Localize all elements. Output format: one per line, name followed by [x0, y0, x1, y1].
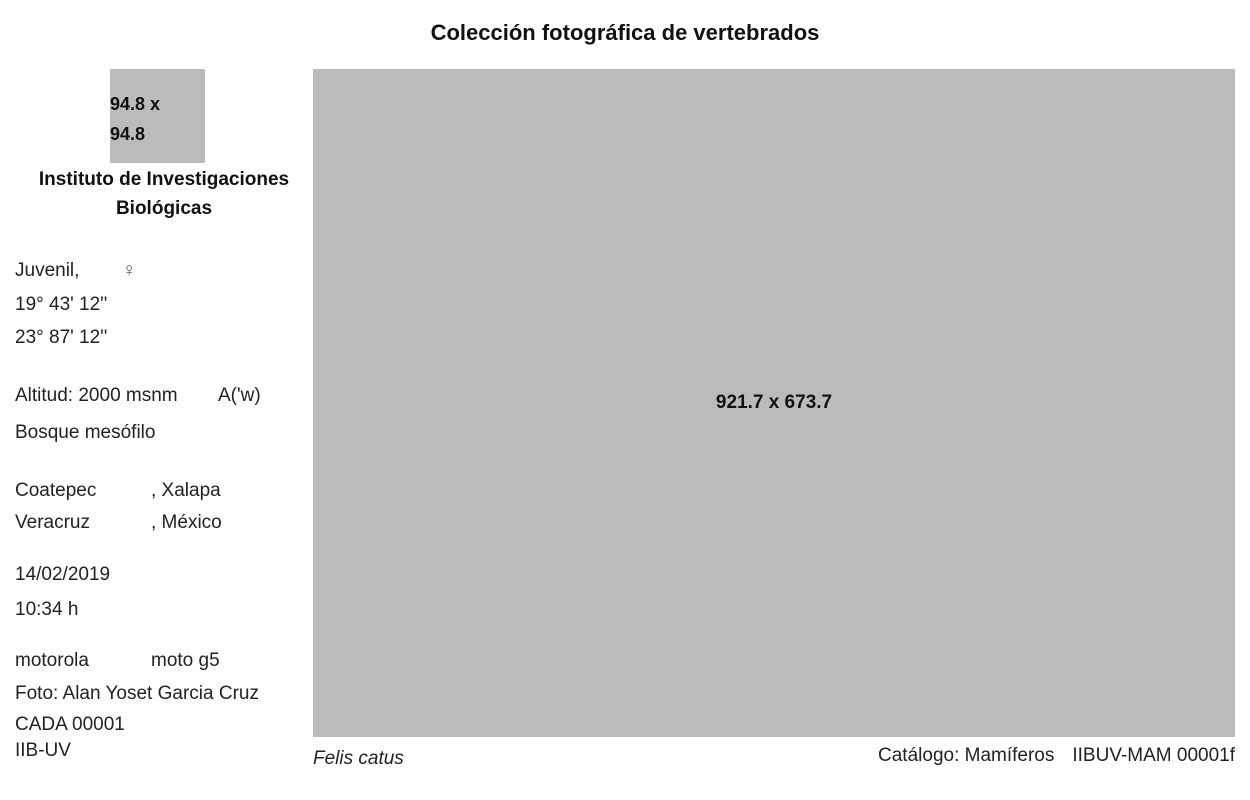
- catalog-info: [878, 745, 1235, 767]
- logo-dimensions: [110, 89, 180, 149]
- specimen-photo: [313, 69, 1235, 737]
- photographer: Foto: Alan Yoset Garcia Cruz: [15, 683, 259, 704]
- logo-dim-line1: 94.8 x: [110, 94, 161, 114]
- species-name: Felis catus: [313, 748, 404, 769]
- life-stage: Juvenil,: [15, 260, 80, 281]
- municipality: , Xalapa: [151, 480, 221, 501]
- catalog-number: IIBUV-MAM 00001f: [1072, 745, 1235, 766]
- date: 14/02/2019: [15, 564, 111, 585]
- camera-brand: motorola: [15, 650, 89, 671]
- page-title: Colección fotográfica de vertebrados: [430, 20, 820, 45]
- logo-dim-line2: 94.8: [110, 124, 146, 144]
- locality: Coatepec: [15, 480, 97, 501]
- female-sex-icon: ♀: [122, 260, 137, 281]
- climate: A('w): [218, 385, 261, 406]
- country: , México: [151, 512, 222, 533]
- time: 10:34 h: [15, 599, 79, 620]
- institute-name: Instituto de Investigaciones Biológicas: [38, 169, 290, 219]
- state: Veracruz: [15, 512, 90, 533]
- altitude: Altitud: 2000 msnm: [15, 385, 178, 406]
- longitude: 23° 87' 12'': [15, 327, 108, 348]
- collection-code: CADA 00001: [15, 714, 125, 735]
- habitat: Bosque mesófilo: [15, 422, 156, 443]
- institution-code: IIB-UV: [15, 740, 71, 761]
- photo-dimensions: 921.7 x 673.7: [715, 392, 833, 413]
- institute-logo: [110, 69, 205, 163]
- camera-model: moto g5: [151, 650, 220, 671]
- latitude: 19° 43' 12'': [15, 294, 108, 315]
- catalog-label: Catálogo: Mamíferos: [878, 745, 1055, 766]
